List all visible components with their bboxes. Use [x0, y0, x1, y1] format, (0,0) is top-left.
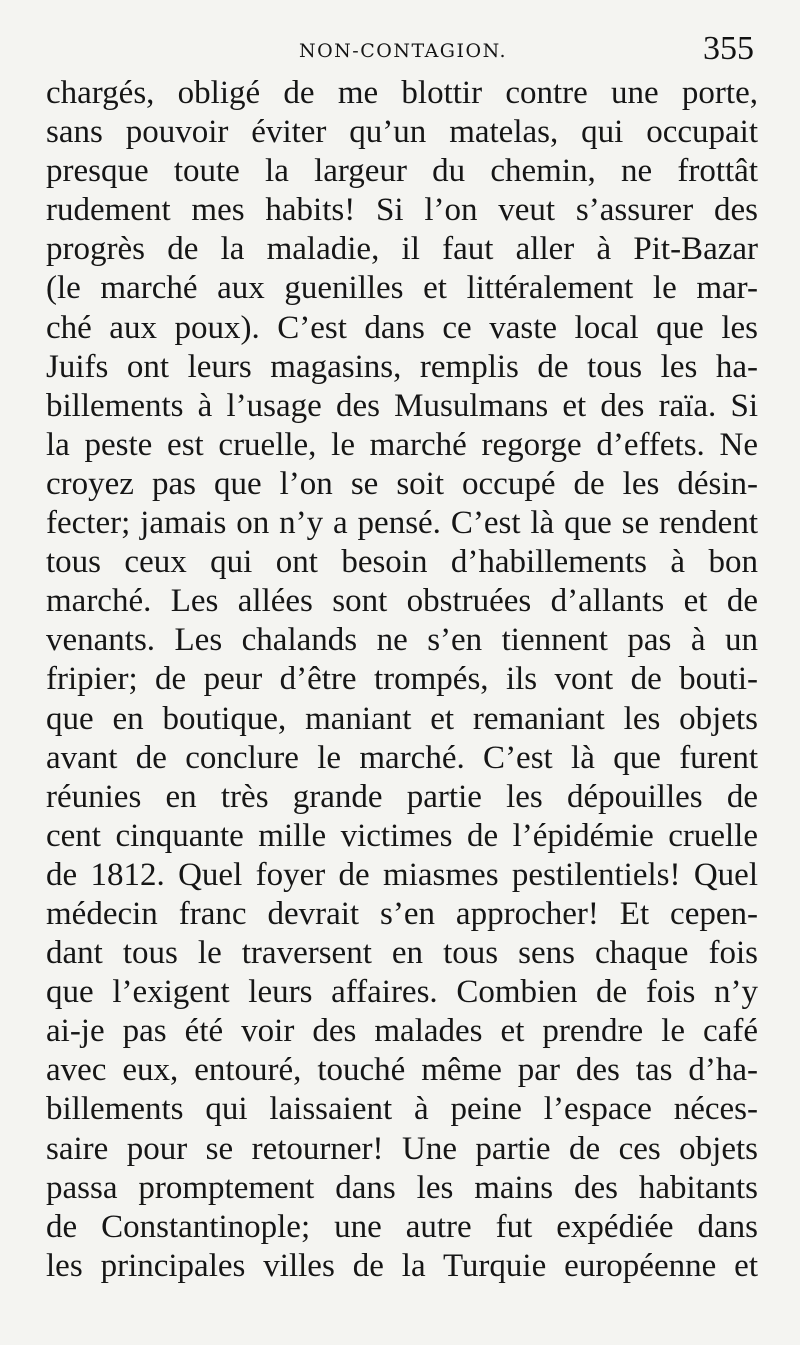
- body-text: [46, 74, 758, 1286]
- text-line: fecter; jamais on n’y a pensé. C’est là que se rendent: [46, 505, 758, 542]
- text-line: progrès de la maladie, il faut aller à Pit-Bazar: [46, 231, 758, 268]
- text-line: dant tous le traversent en tous sens chaque fois: [46, 935, 758, 972]
- text-line: rudement mes habits! Si l’on veut s’assurer des: [46, 192, 758, 229]
- text-line: billements à l’usage des Musulmans et des raïa. Si: [46, 387, 758, 424]
- text-line: Juifs ont leurs magasins, remplis de tous les ha-: [46, 348, 758, 385]
- text-line: croyez pas que l’on se soit occupé de les désin-: [46, 465, 758, 502]
- text-line: fripier; de peur d’être trompés, ils vont de bouti-: [46, 661, 758, 698]
- text-line: (le marché aux guenilles et littéralement le mar-: [46, 270, 758, 307]
- running-title: NON-CONTAGION.: [298, 40, 508, 62]
- text-line: de Constantinople; une autre fut expédiée dans: [46, 1208, 758, 1245]
- text-line: réunies en très grande partie les dépouilles de: [46, 778, 758, 815]
- text-line: ai-je pas été voir des malades et prendre le café: [46, 1013, 758, 1050]
- text-line: ché aux poux). C’est dans ce vaste local que les: [46, 309, 758, 346]
- text-line: sans pouvoir éviter qu’un matelas, qui occupait: [46, 114, 758, 151]
- text-line: venants. Les chalands ne s’en tiennent pas à un: [46, 622, 758, 659]
- text-line: avant de conclure le marché. C’est là que furent: [46, 739, 758, 776]
- text-line: la peste est cruelle, le marché regorge d’effets. Ne: [46, 426, 758, 463]
- page-header: [46, 30, 760, 74]
- text-line: chargés, obligé de me blottir contre une porte,: [46, 75, 758, 111]
- text-line: cent cinquante mille victimes de l’épidémie cruelle: [46, 817, 758, 854]
- text-line: passa promptement dans les mains des habitants: [46, 1169, 758, 1206]
- text-line: saire pour se retourner! Une partie de ces objets: [46, 1130, 758, 1167]
- text-line: que en boutique, maniant et remaniant les objets: [46, 700, 758, 737]
- text-line: médecin franc devrait s’en approcher! Et cepen-: [46, 895, 758, 932]
- text-line: que l’exigent leurs affaires. Combien de fois n’y: [46, 974, 758, 1011]
- text-line: marché. Les allées sont obstruées d’allants et de: [46, 583, 758, 620]
- text-line: billements qui laissaient à peine l’espace néces-: [46, 1091, 758, 1128]
- text-line: les principales villes de la Turquie européenne et: [46, 1247, 758, 1284]
- text-line: tous ceux qui ont besoin d’habillements à bon: [46, 544, 758, 581]
- text-line: avec eux, entouré, touché même par des tas d’ha-: [46, 1052, 758, 1089]
- text-line: de 1812. Quel foyer de miasmes pestilentiels! Quel: [46, 856, 758, 893]
- page-number: 355: [703, 30, 754, 67]
- text-line: presque toute la largeur du chemin, ne frottât: [46, 153, 758, 190]
